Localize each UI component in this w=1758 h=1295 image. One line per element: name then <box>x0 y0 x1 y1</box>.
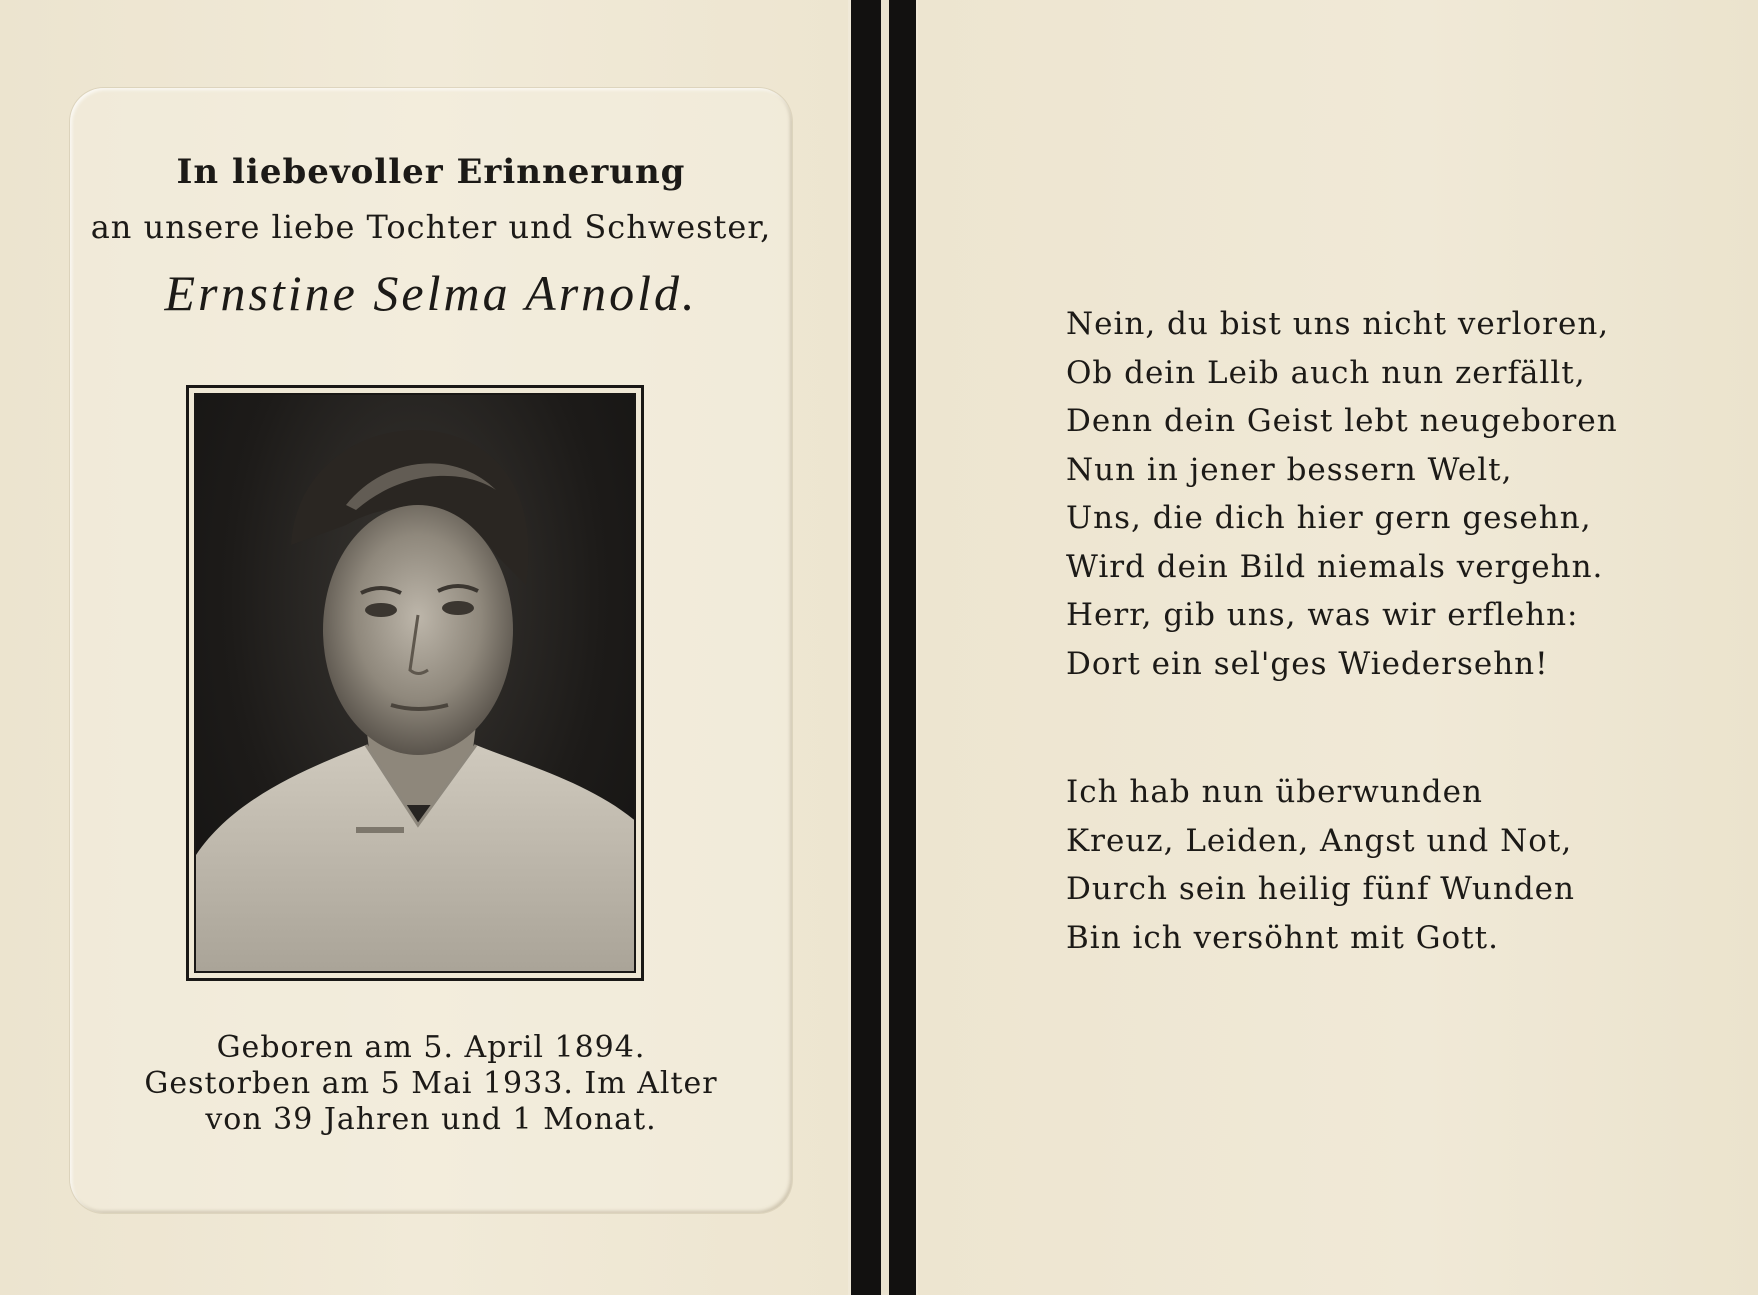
verse-line: Wird dein Bild niemals vergehn. <box>1066 548 1604 585</box>
deceased-name: Ernstine Selma Arnold. <box>164 265 698 321</box>
fold-gap <box>881 0 889 1295</box>
death-date: Gestorben am 5 Mai 1933. Im Alter <box>144 1066 718 1101</box>
verse-second <box>1066 768 1575 962</box>
verse-line: Herr, gib uns, was wir erflehn: <box>1066 597 1579 633</box>
verse-line: Uns, die dich hier gern gesehn, <box>1066 500 1592 536</box>
photo-frame <box>186 385 644 981</box>
mourning-band-left <box>851 0 881 1295</box>
verse-line: Bin ich versöhnt mit Gott. <box>1066 919 1499 956</box>
verse-line: Dort ein sel'ges Wiedersehn! <box>1066 645 1549 682</box>
portrait-photo <box>194 393 636 973</box>
verse-line: Nun in jener bessern Welt, <box>1066 451 1513 488</box>
verse-line: Ob dein Leib auch nun zerfällt, <box>1066 354 1586 391</box>
memorial-subheading: an unsere liebe Tochter und Schwester, <box>90 208 772 246</box>
memorial-heading: In liebevoller Erinnerung <box>176 152 686 192</box>
verse-line: Kreuz, Leiden, Angst und Not, <box>1066 822 1573 859</box>
verse-line: Ich hab nun überwunden <box>1066 774 1483 810</box>
verse-first <box>1066 300 1618 688</box>
mourning-band-right <box>889 0 916 1295</box>
verse-line: Denn dein Geist lebt neugeboren <box>1066 403 1618 439</box>
verse-line: Nein, du bist uns nicht verloren, <box>1066 306 1610 342</box>
portrait-face <box>323 505 513 755</box>
age-at-death: von 39 Jahren und 1 Monat. <box>205 1102 657 1137</box>
portrait-illustration <box>196 395 636 973</box>
birth-date: Geboren am 5. April 1894. <box>216 1030 646 1065</box>
verse-line: Durch sein heilig fünf Wunden <box>1066 871 1575 907</box>
